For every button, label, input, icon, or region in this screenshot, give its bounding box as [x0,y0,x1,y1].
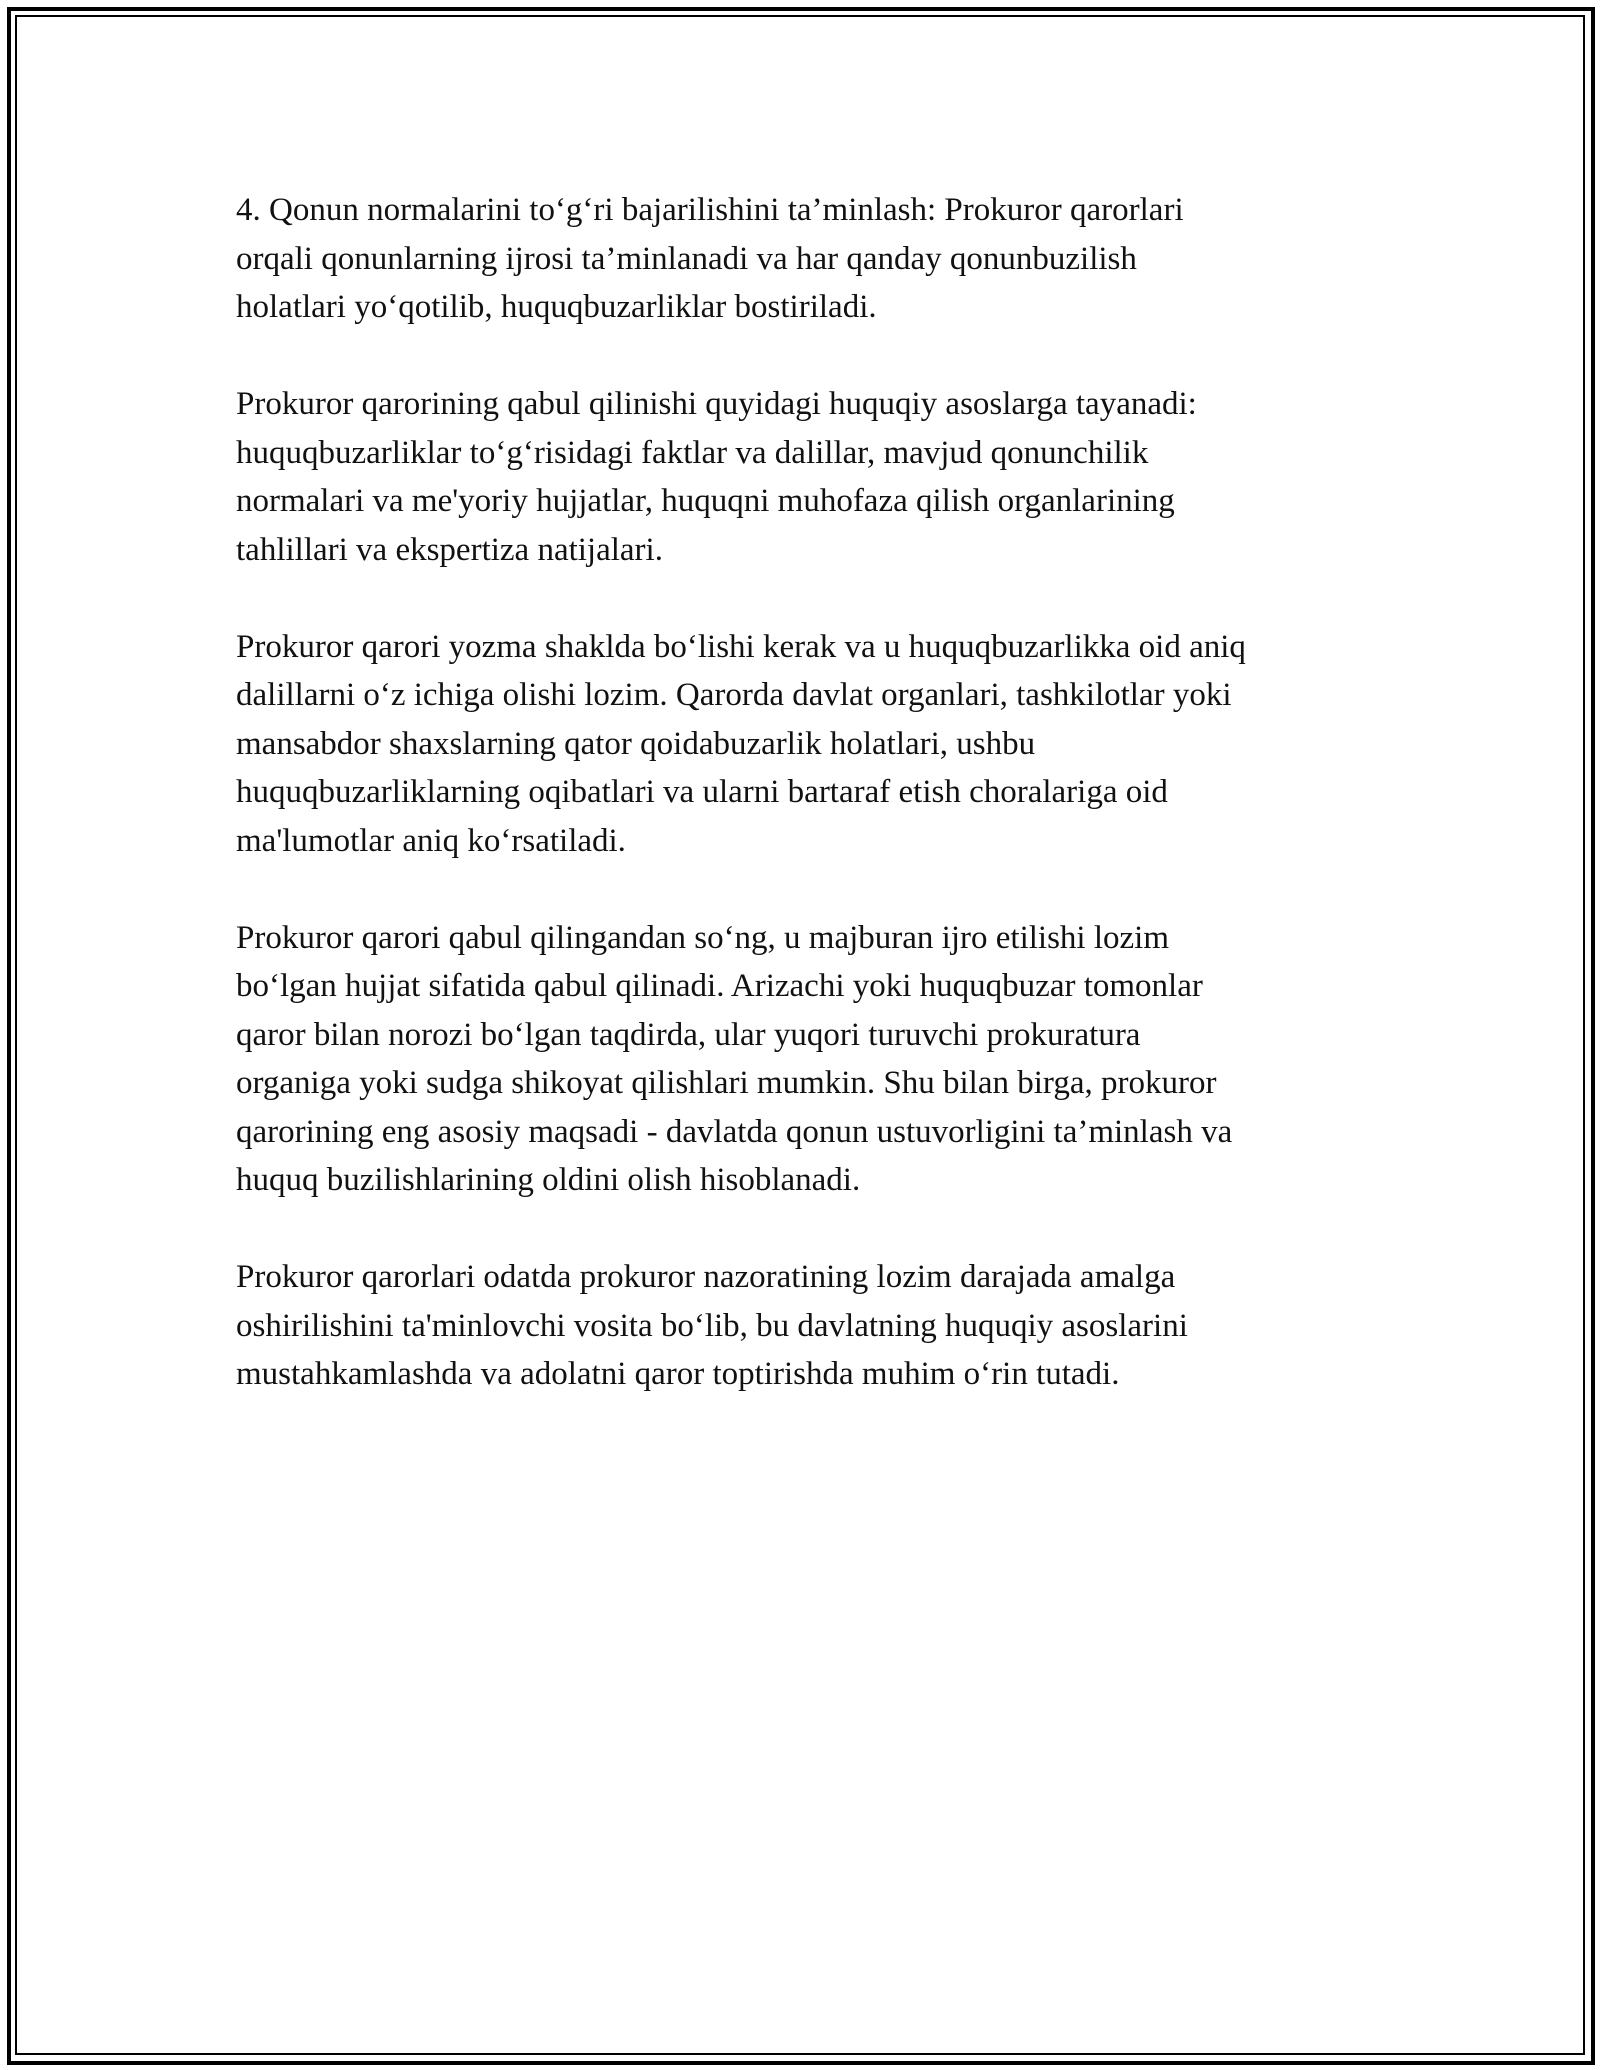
paragraph-1: 4. Qonun normalarini to‘g‘ri bajarilishini ta’minlash: Prokuror qarorlari orqali qonunlarning ijrosi ta’minlanadi va har qanday qonunbuzilish holatlari yo‘qotilib, huquqbuzarliklar bostiriladi. [236,192,1184,325]
document-body [236,186,1366,1399]
paragraph-5: Prokuror qarorlari odatda prokuror nazoratining lozim darajada amalga oshirilishini ta'minlovchi vosita bo‘lib, bu davlatning huquqiy asoslarini mustahkamlashda va adolatni qaror toptirishda muhim o‘rin tutadi. [236,1259,1188,1392]
paragraph-4: Prokuror qarori qabul qilingandan so‘ng, u majburan ijro etilishi lozim bo‘lgan hujjat sifatida qabul qilinadi. Arizachi yoki huquqbuzar tomonlar qaror bilan norozi bo‘lgan taqdirda, ular yuqori turuvchi prokuratura organiga yoki sudga shikoyat qilishlari mumkin. Shu bilan birga, prokuror qarorining eng asosiy maqsadi - davlatda qonun ustuvorligini ta’minlash va huquq buzilishlarining oldini olish hisoblanadi. [236,919,1233,1198]
paragraph-2: Prokuror qarorining qabul qilinishi quyidagi huquqiy asoslarga tayanadi: huquqbuzarliklar to‘g‘risidagi faktlar va dalillar, mavjud qonunchilik normalari va me'yoriy hujjatlar, huquqni muhofaza qilish organlarining tahlillari va ekspertiza natijalari. [236,386,1197,568]
paragraph-3: Prokuror qarori yozma shaklda bo‘lishi kerak va u huquqbuzarlikka oid aniq dalillarni o‘z ichiga olishi lozim. Qarorda davlat organlari, tashkilotlar yoki mansabdor shaxslarning qator qoidabuzarlik holatlari, ushbu huquqbuzarliklarning oqibatlari va ularni bartaraf etish choralariga oid ma'lumotlar aniq ko‘rsatiladi. [236,628,1246,859]
